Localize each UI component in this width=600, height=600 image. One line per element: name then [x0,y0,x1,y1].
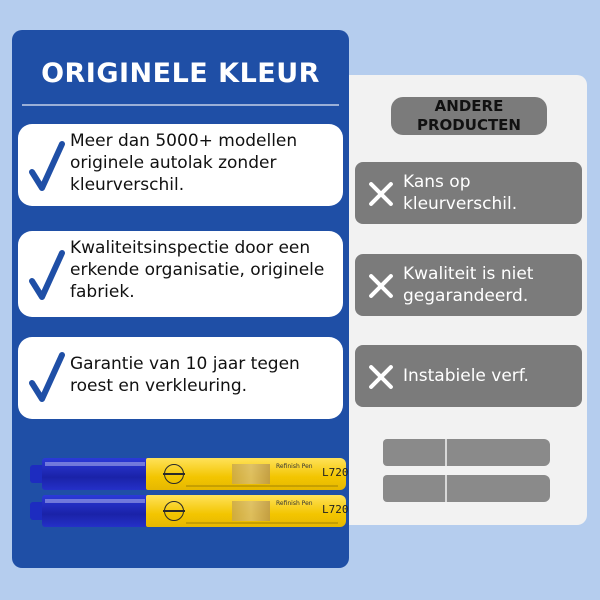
cross-icon [355,345,403,407]
generic-pen-image [383,439,550,466]
pen-logo-icon [164,501,184,521]
checkmark-icon [28,138,66,194]
drawback-card [355,345,582,407]
refinish-pen-image [30,458,349,490]
pen-cap [42,458,148,490]
pen-cap [42,495,148,527]
benefit-text: Garantie van 10 jaar tegen roest en verkleuring. [70,354,300,396]
cross-icon [355,254,403,316]
benefit-card [18,337,343,419]
pen-label-blur [232,501,270,521]
other-products-title-text: ANDERE PRODUCTEN [417,97,521,134]
benefit-card [18,231,343,317]
checkmark-icon [28,247,66,303]
pen-label-blur [232,464,270,484]
benefit-card [18,124,343,206]
checkmark-icon [28,349,66,405]
benefit-text: Kwaliteitsinspectie door een erkende organisatie, originele fabriek. [70,238,325,302]
drawback-text: Kans op kleurverschil. [403,172,518,214]
original-colour-title: ORIGINELE KLEUR [41,58,320,89]
drawback-card [355,162,582,224]
pen-label: Refinish Pen [276,500,313,507]
drawback-text: Instabiele verf. [403,366,529,386]
pen-stripe [186,485,338,487]
title-divider [22,104,339,106]
pen-label: Refinish Pen [276,463,313,470]
pen-logo-icon [164,464,184,484]
cross-icon [355,162,403,224]
other-products-title [391,97,547,135]
generic-pen-image [383,475,550,502]
refinish-pen-image [30,495,349,527]
drawback-card [355,254,582,316]
pen-stripe [186,522,338,524]
drawback-text: Kwaliteit is niet gegarandeerd. [403,264,534,306]
benefit-text: Meer dan 5000+ modellen originele autolak zonder kleurverschil. [70,131,298,195]
pen-barrel [146,495,349,527]
pen-code: L720 [322,503,349,516]
pen-barrel [146,458,349,490]
pen-code: L720 [322,466,349,479]
